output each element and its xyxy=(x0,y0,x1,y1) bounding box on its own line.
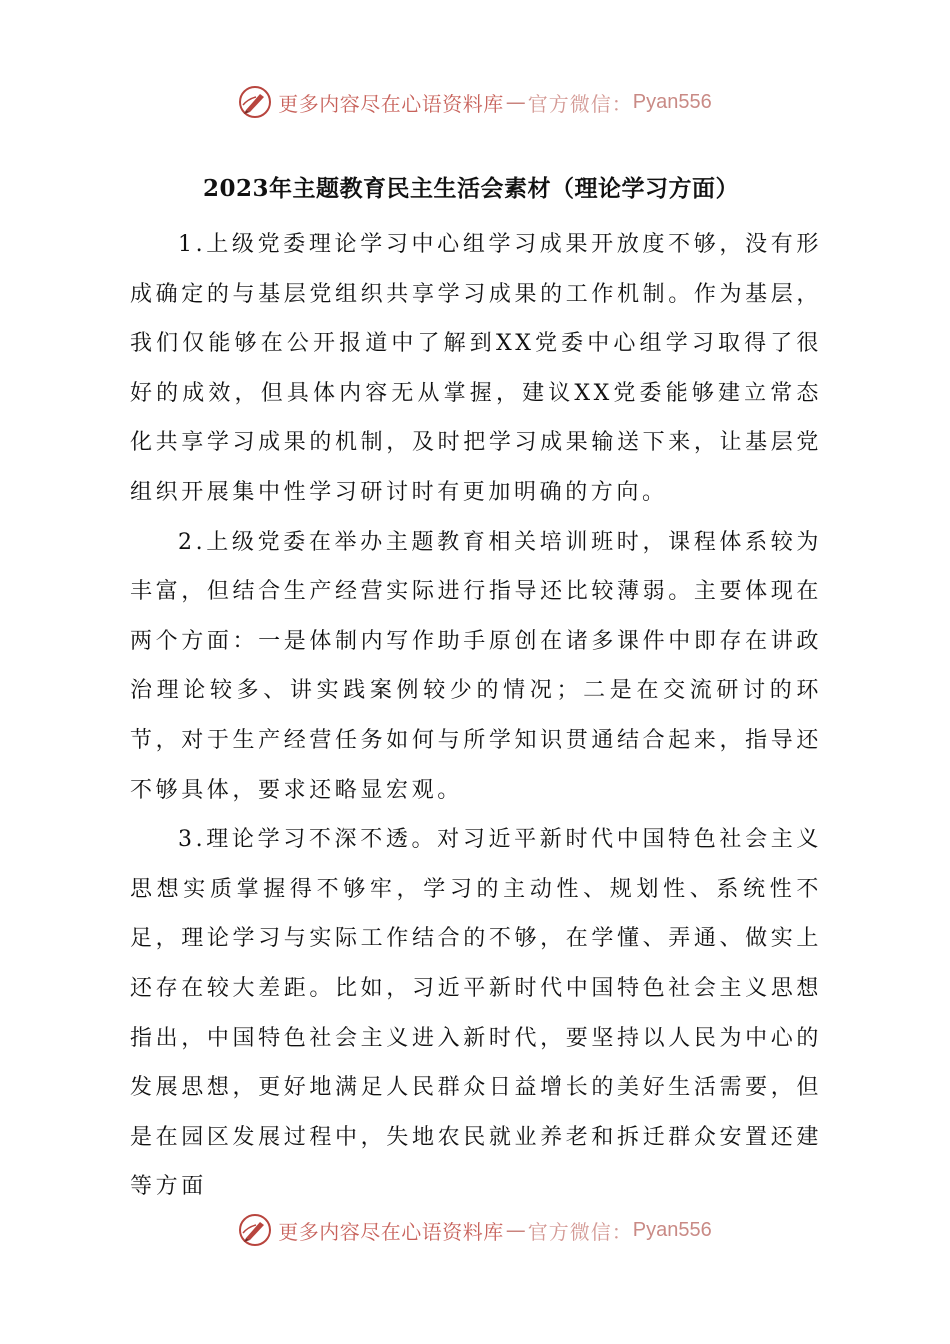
paragraph-1: 1.上级党委理论学习中心组学习成果开放度不够，没有形成确定的与基层党组织共享学习成果的工作机制。作为基层，我们仅能够在公开报道中了解到XX党委中心组学习取得了很好的成效，但具体内容无从掌握，建议XX党委能够建立常态化共享学习成果的机制，及时把学习成果输送下来，让基层党组织开展集中性学习研讨时有更加明确的方向。 xyxy=(130,232,822,505)
pen-logo-icon xyxy=(238,1213,272,1247)
document-title: 2023年主题教育民主生活会素材（理论学习方面） xyxy=(202,175,739,202)
watermark-wechat-label: 官方微信： xyxy=(527,1219,633,1244)
watermark-wechat-label: 官方微信： xyxy=(527,91,633,116)
watermark-brand: 更多内容尽在心语资料库 xyxy=(278,91,504,116)
pen-logo-icon xyxy=(238,85,272,119)
paragraph-2: 2.上级党委在举办主题教育相关培训班时，课程体系较为丰富，但结合生产经营实际进行指导还比较薄弱。主要体现在两个方面：一是体制内写作助手原创在诸多课件中即存在讲政治理论较多、讲实践案例较少的情况；二是在交流研讨的环节，对于生产经营任务如何与所学知识贯通结合起来，指导还不够具体，要求还略显宏观。 xyxy=(130,529,822,803)
watermark-separator: — xyxy=(505,1218,526,1242)
paragraph-3: 3.理论学习不深不透。对习近平新时代中国特色社会主义思想实质掌握得不够牢，学习的主动性、规划性、系统性不足，理论学习与实际工作结合的不够，在学懂、弄通、做实上还存在较大差距。比如，习近平新时代中国特色社会主义思想指出，中国特色社会主义进入新时代，要坚持以人民为中心的发展思想，更好地满足人民群众日益增长的美好生活需要，但是在园区发展过程中，失地农民就业养老和拆迁群众安置还建等方面 xyxy=(130,827,822,1200)
watermark-wechat-id: Pyan556 xyxy=(632,1218,712,1241)
watermark-header xyxy=(0,82,950,122)
watermark-footer xyxy=(0,1210,950,1250)
watermark-wechat-id: Pyan556 xyxy=(632,90,712,113)
watermark-brand: 更多内容尽在心语资料库 xyxy=(278,1219,504,1244)
document-body xyxy=(130,172,822,1212)
watermark-separator: — xyxy=(505,90,526,114)
